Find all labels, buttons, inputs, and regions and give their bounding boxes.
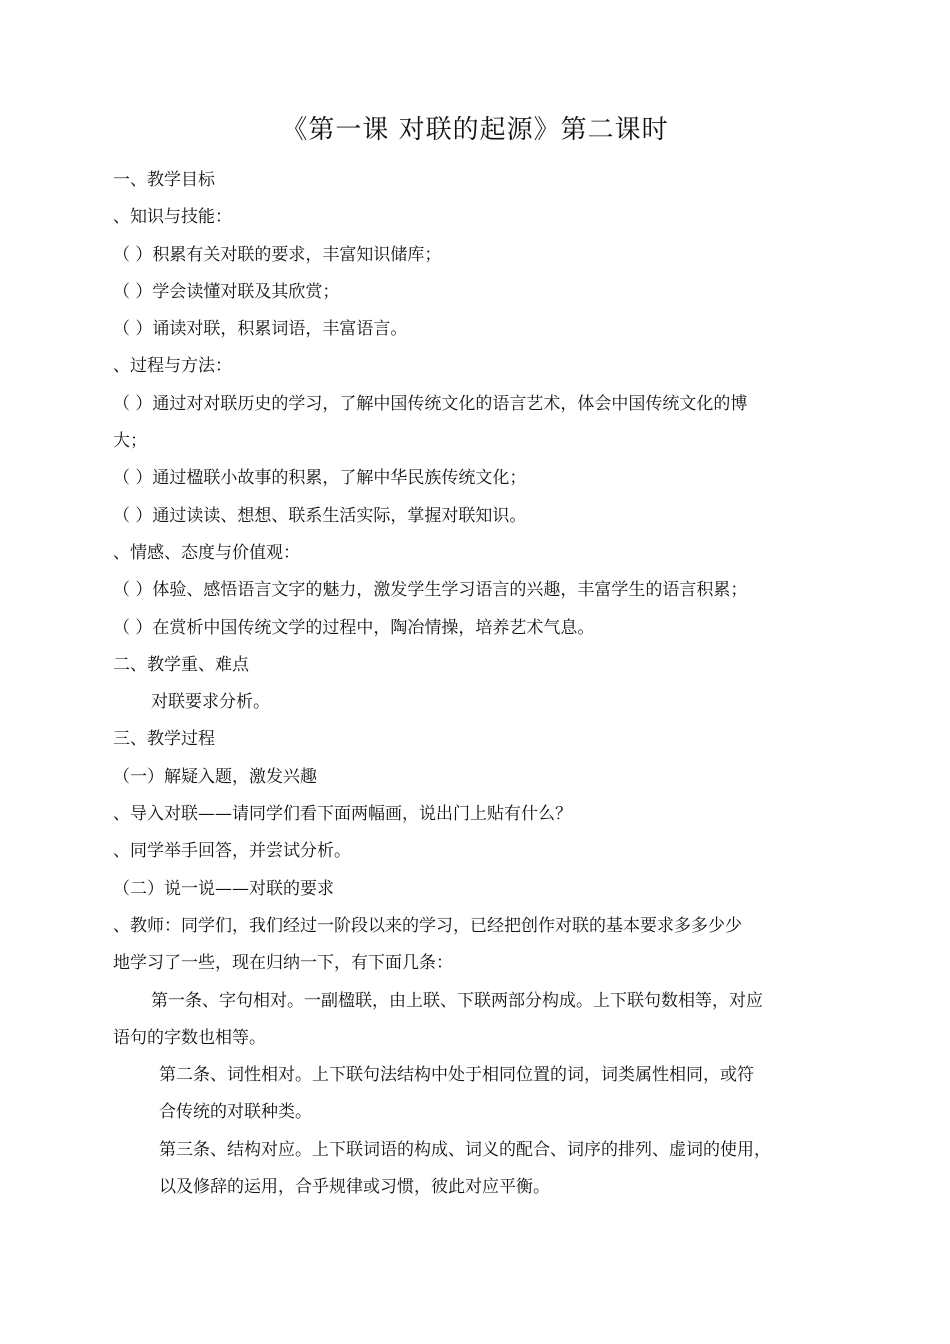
paragraph-line: （ ）通过读读、想想、联系生活实际，掌握对联知识。 <box>113 505 527 526</box>
paragraph-line: 第二条、词性相对。上下联句法结构中处于相同位置的词，词类属性相同，或符 <box>159 1065 754 1086</box>
subheading-process-method: 、过程与方法： <box>113 356 232 377</box>
paragraph-line: （ ）积累有关对联的要求，丰富知识储库； <box>113 244 442 265</box>
paragraph-line: （ ）诵读对联，积累词语，丰富语言。 <box>113 319 408 340</box>
section-heading-objectives: 一、教学目标 <box>113 170 215 190</box>
paragraph-line: 大； <box>113 431 147 452</box>
paragraph-line: （ ）通过楹联小故事的积累，了解中华民族传统文化； <box>113 468 527 489</box>
document-title: 《第一课 对联的起源》第二课时 <box>281 115 669 145</box>
paragraph-line: （ ）体验、感悟语言文字的魅力，激发学生学习语言的兴趣，丰富学生的语言积累； <box>113 580 748 601</box>
paragraph-line: 、导入对联——请同学们看下面两幅画，说出门上贴有什么？ <box>113 804 572 825</box>
paragraph-line: 第三条、结构对应。上下联词语的构成、词义的配合、词序的排列、虚词的使用， <box>159 1139 771 1160</box>
section-heading-process: 三、教学过程 <box>113 729 215 750</box>
subheading-step-one: （一）解疑入题，激发兴趣 <box>113 766 317 787</box>
paragraph-line: 第一条、字句相对。一副楹联，由上联、下联两部分构成。上下联句数相等，对应 <box>151 990 763 1011</box>
section-heading-key-points: 二、教学重、难点 <box>113 654 249 675</box>
paragraph-line: 对联要求分析。 <box>151 692 270 713</box>
subheading-knowledge-skills: 、知识与技能： <box>113 207 232 228</box>
paragraph-line: 、教师：同学们，我们经过一阶段以来的学习，已经把创作对联的基本要求多多少少 <box>113 915 742 936</box>
paragraph-line: （ ）学会读懂对联及其欣赏； <box>113 281 340 302</box>
document-body <box>113 162 843 1206</box>
subheading-step-two: （二）说一说——对联的要求 <box>113 878 334 899</box>
subheading-emotion-attitude: 、情感、态度与价值观： <box>113 542 300 563</box>
paragraph-line: 地学习了一些，现在归纳一下，有下面几条： <box>113 953 453 974</box>
paragraph-line: 、同学举手回答，并尝试分析。 <box>113 841 351 862</box>
paragraph-line: 以及修辞的运用，合乎规律或习惯，彼此对应平衡。 <box>159 1177 550 1198</box>
paragraph-line: 语句的字数也相等。 <box>113 1027 266 1048</box>
paragraph-line: 合传统的对联种类。 <box>159 1102 312 1123</box>
paragraph-line: （ ）通过对对联历史的学习，了解中国传统文化的语言艺术，体会中国传统文化的博 <box>113 393 748 414</box>
paragraph-line: （ ）在赏析中国传统文学的过程中，陶冶情操，培养艺术气息。 <box>113 617 595 638</box>
